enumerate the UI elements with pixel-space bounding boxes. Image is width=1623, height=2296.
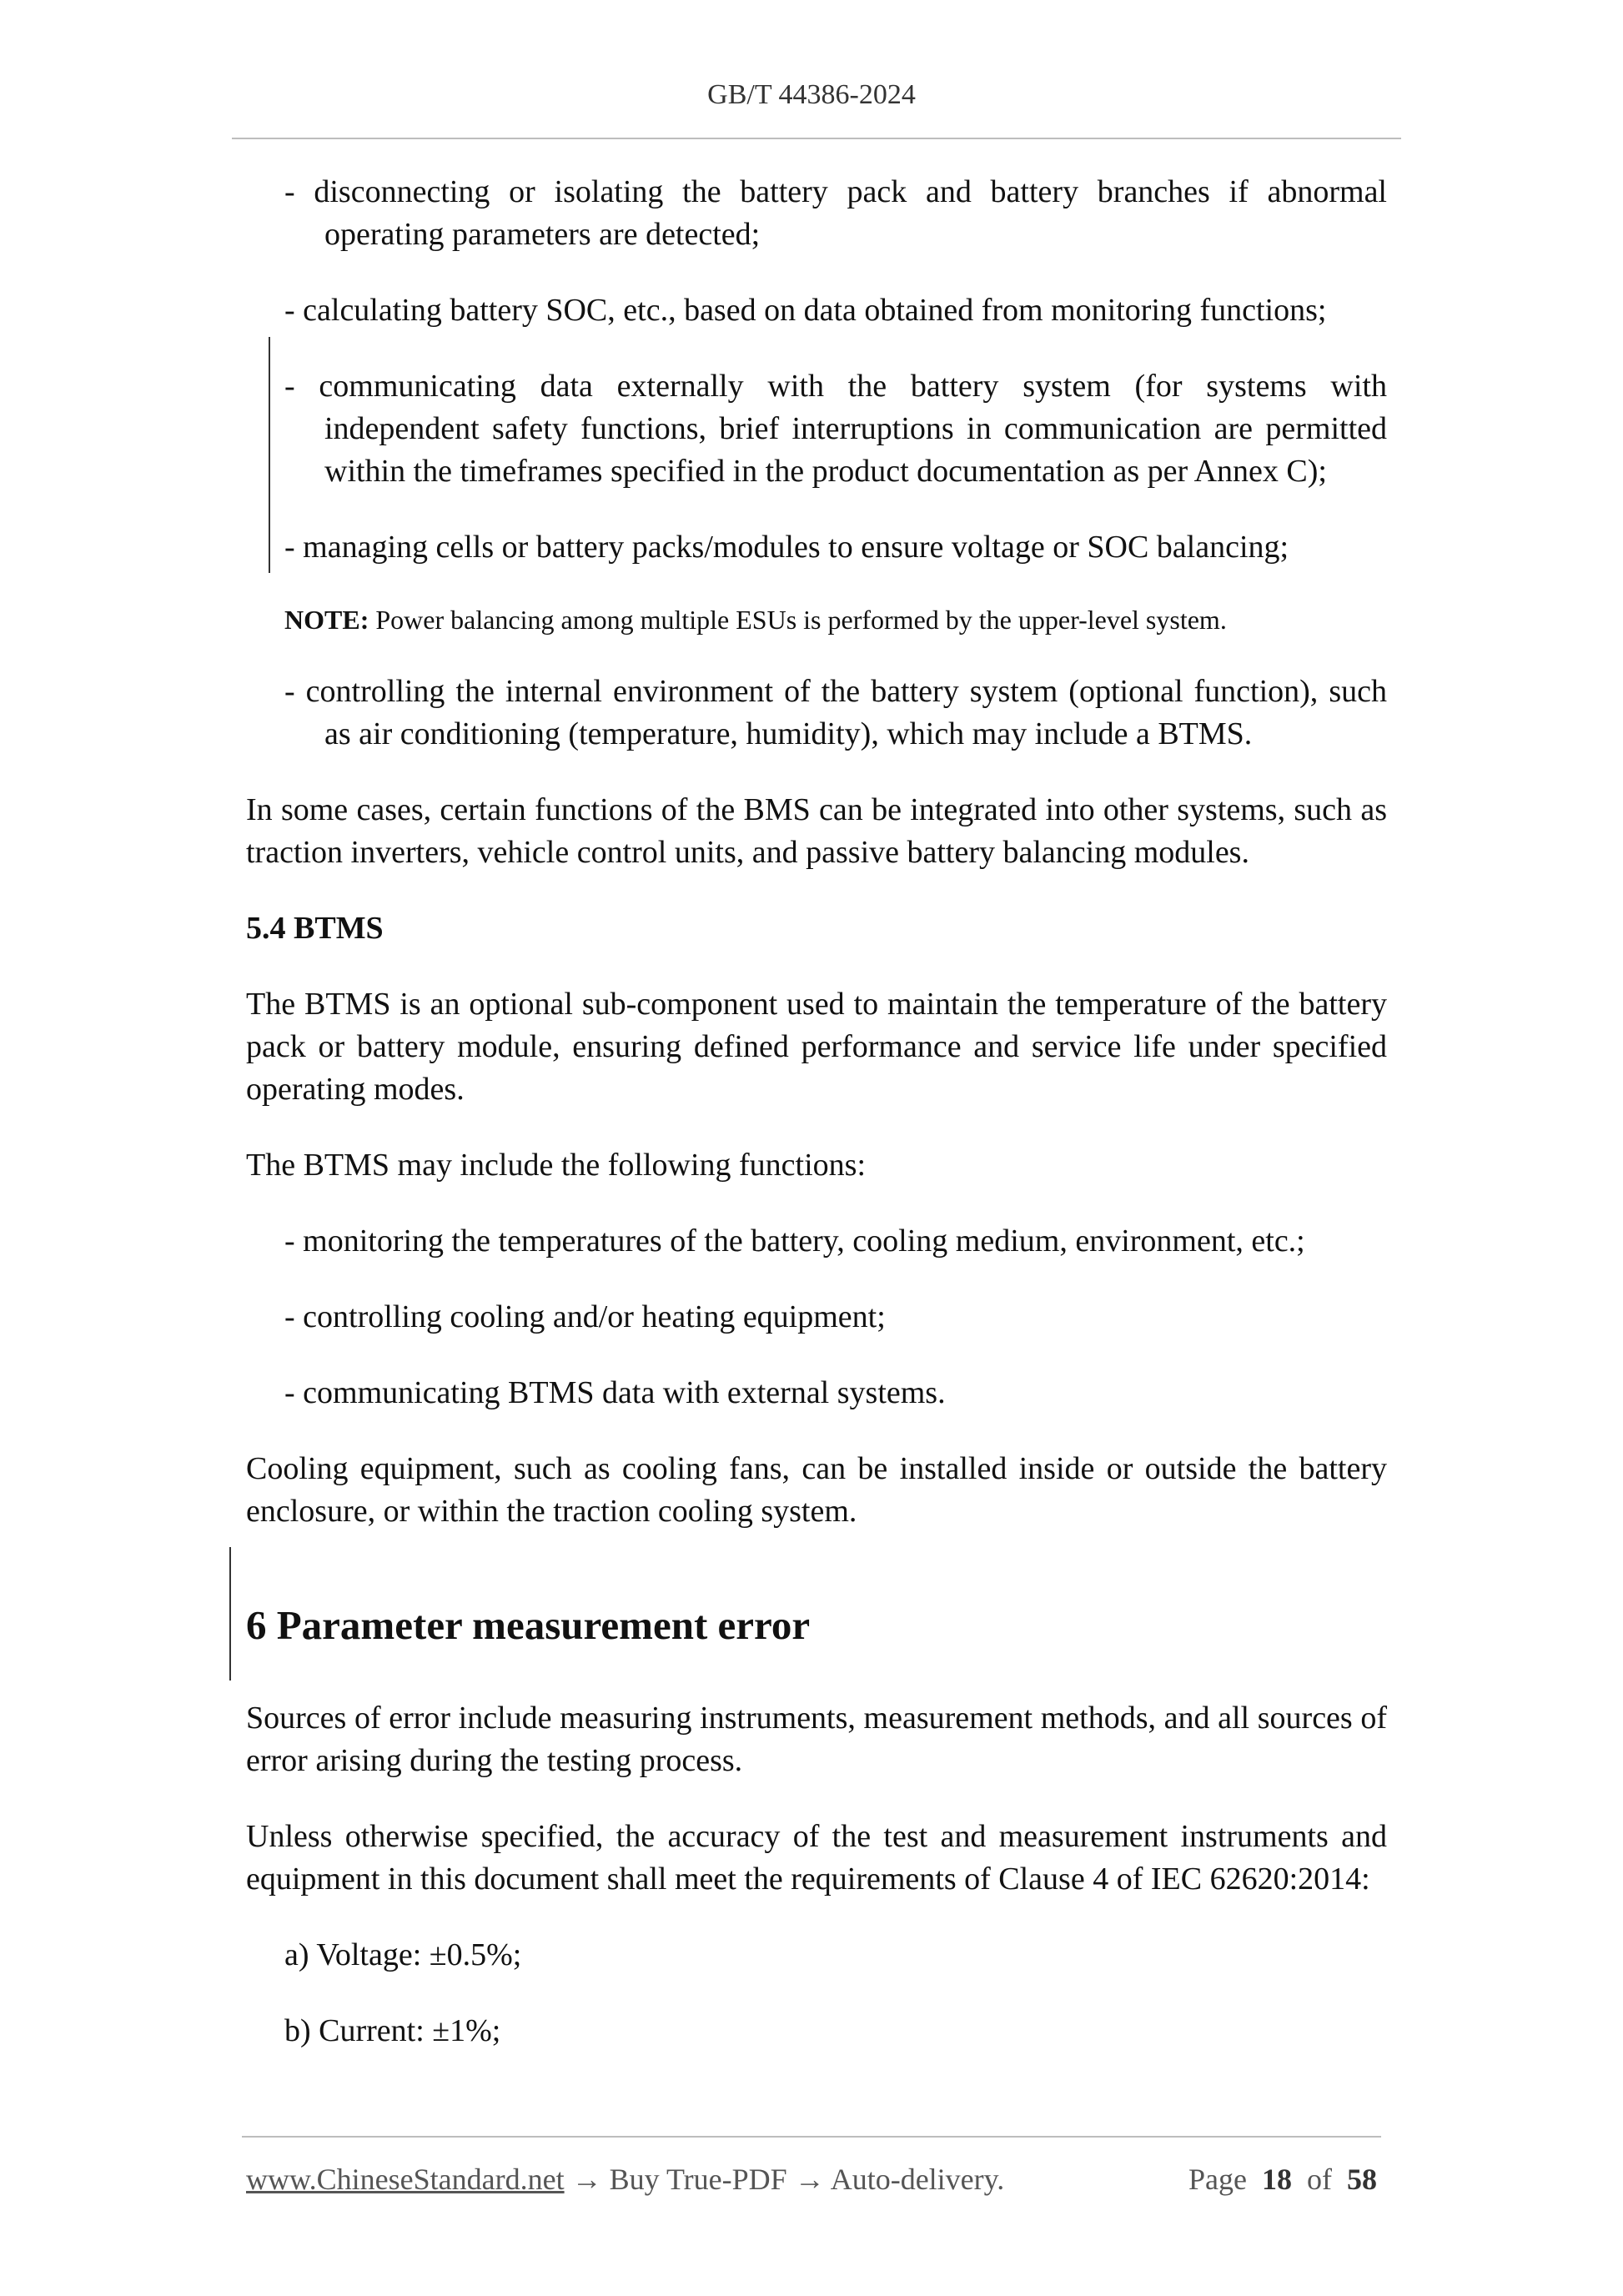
bullet-calculating-soc: - calculating battery SOC, etc., based on data obtained from monitoring functions;: [284, 293, 1327, 328]
document-body: [246, 171, 1387, 2086]
bullet-internal-environment: - controlling the internal environment of the battery system (optional function), such as air conditioning (temperature, humidity), which may include a BTMS.: [284, 674, 1387, 751]
header-divider: [232, 138, 1401, 139]
item-current: b) Current: ±1%;: [284, 2013, 501, 2048]
note-text: Power balancing among multiple ESUs is performed by the upper-level system.: [369, 605, 1227, 635]
footer-link[interactable]: www.ChineseStandard.net: [246, 2163, 565, 2196]
page-number: [1188, 2162, 1377, 2197]
footer-promo: [246, 2162, 1004, 2197]
bullet-controlling-cooling: - controlling cooling and/or heating equipment;: [284, 1299, 886, 1334]
footer-auto-text: Auto-delivery.: [830, 2163, 1005, 2196]
arrow-right-icon: →: [571, 2163, 602, 2196]
bullet-communicating-btms: - communicating BTMS data with external systems.: [284, 1375, 946, 1410]
bullet-monitoring-temperatures: - monitoring the temperatures of the battery, cooling medium, environment, etc.;: [284, 1223, 1305, 1259]
paragraph-integration: In some cases, certain functions of the BMS can be integrated into other systems, such as traction inverters, vehicle control units, and passive battery balancing modules.: [246, 792, 1387, 870]
item-voltage: a) Voltage: ±0.5%;: [284, 1937, 522, 1972]
paragraph-btms-definition: The BTMS is an optional sub-component used to maintain the temperature of the battery pack or battery module, ensuring defined performance and service life under specified operating modes.: [246, 987, 1387, 1107]
of-word: of: [1307, 2163, 1332, 2196]
paragraph-cooling-equipment: Cooling equipment, such as cooling fans, can be installed inside or outside the battery enclosure, or within the traction cooling system.: [246, 1451, 1387, 1529]
note: [284, 602, 1387, 637]
bullet-communicating: - communicating data externally with the battery system (for systems with independent safety functions, brief interruptions in communication are permitted within the timeframes specified in the product documentation as per Annex C);: [284, 369, 1387, 489]
paragraph-btms-functions: The BTMS may include the following functions:: [246, 1148, 867, 1183]
section-heading-5-4: 5.4 BTMS: [246, 911, 384, 946]
change-bar-clause-6: [229, 1547, 231, 1681]
paragraph-accuracy: Unless otherwise specified, the accuracy of the test and measurement instruments and equipment in this document shall meet the requirements of Clause 4 of IEC 62620:2014:: [246, 1819, 1387, 1897]
bullet-disconnecting: - disconnecting or isolating the battery pack and battery branches if abnormal operating parameters are detected;: [284, 174, 1387, 252]
bullet-balancing: - managing cells or battery packs/modules to ensure voltage or SOC balancing;: [284, 530, 1289, 565]
arrow-right-icon: →: [794, 2163, 825, 2196]
footer-divider: [242, 2136, 1381, 2138]
page-header: GB/T 44386-2024: [707, 79, 916, 110]
clause-heading-6: 6 Parameter measurement error: [246, 1602, 811, 1648]
page-total: 58: [1347, 2163, 1377, 2196]
page-word: Page: [1188, 2163, 1247, 2196]
page-current: 18: [1262, 2163, 1292, 2196]
paragraph-error-sources: Sources of error include measuring instruments, measurement methods, and all sources of error arising during the testing process.: [246, 1701, 1387, 1778]
note-label: NOTE:: [284, 605, 369, 635]
footer-buy-text: Buy True-PDF: [609, 2163, 787, 2196]
